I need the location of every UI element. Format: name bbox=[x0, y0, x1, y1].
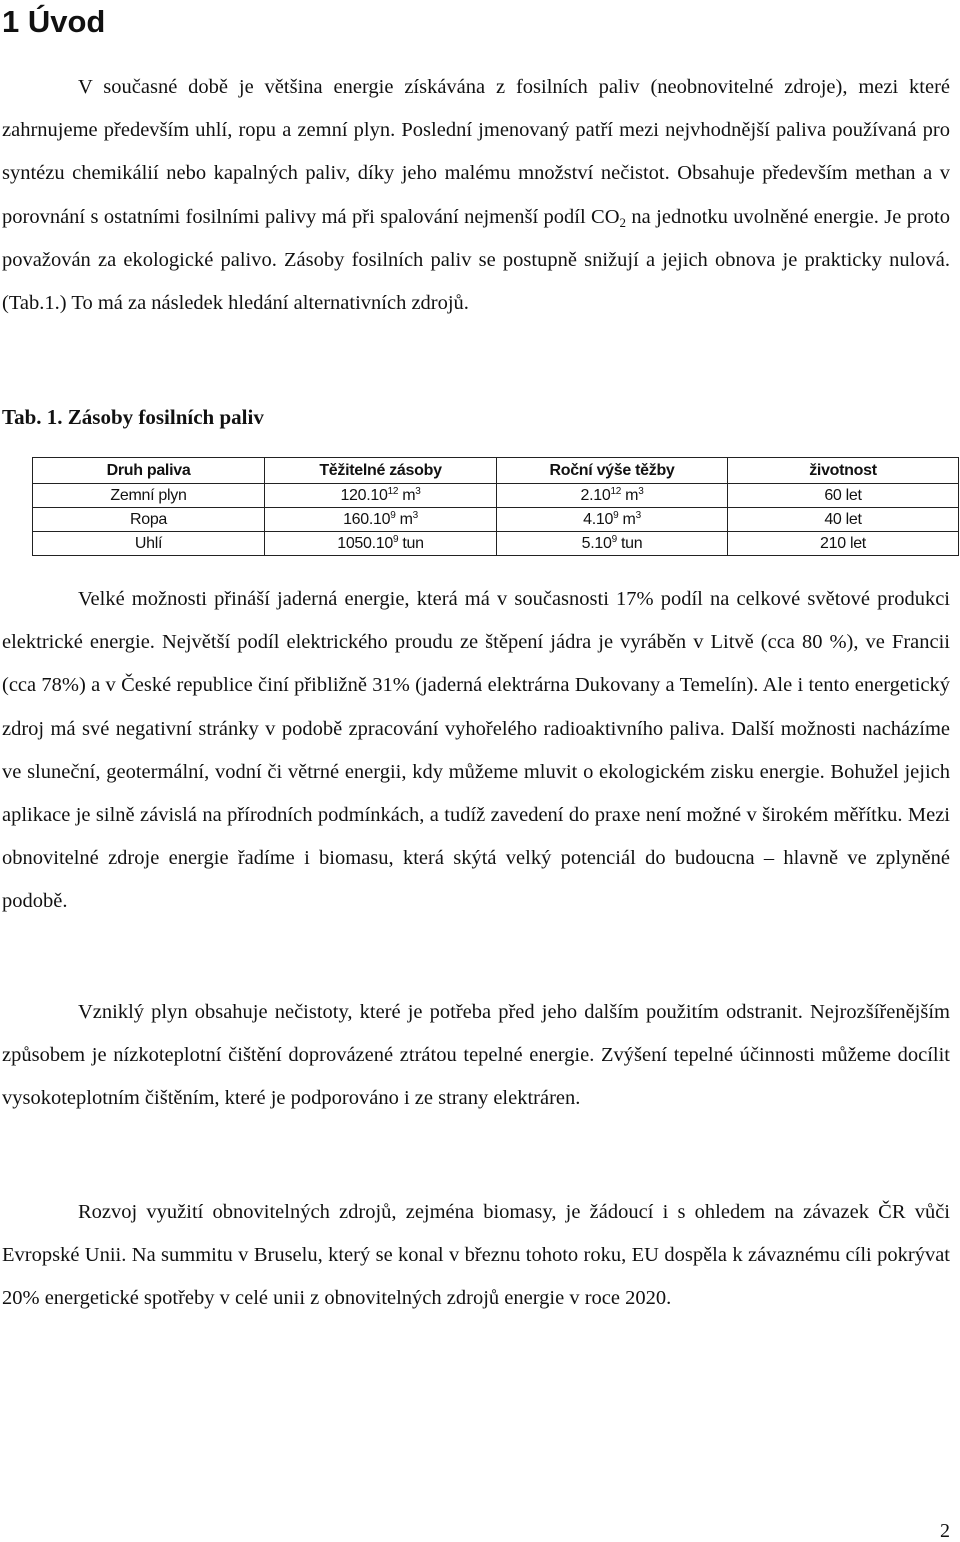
paragraph-gas-cleaning: Vzniklý plyn obsahuje nečistoty, které je potřeba před jeho dalším použitím odstranit. Nejrozšířenějším způsobem je nízkoteplotní čištění doprovázené ztrátou tepelné energie. Zvýšení tepelné účinnosti můžeme docílit vysokoteplotním čištěním, které je podporováno i ze strany elektráren. bbox=[2, 1001, 950, 1110]
table-row bbox=[33, 532, 959, 556]
header-lifetime: životnost bbox=[728, 458, 959, 484]
co2-subscript: 2 bbox=[619, 214, 627, 230]
page-number: 2 bbox=[940, 1520, 950, 1542]
section-heading: 1 Úvod bbox=[2, 4, 106, 39]
header-fuel-type: Druh paliva bbox=[33, 458, 265, 484]
header-recoverable-reserves: Těžitelné zásoby bbox=[265, 458, 497, 484]
cell-reserves: 120.10$^{12}$ $m^3$ bbox=[265, 484, 497, 508]
table-row bbox=[33, 484, 959, 508]
cell-reserves: 1050.10$^9$ tun bbox=[265, 532, 497, 556]
paragraph-intro-part-a: V současné době je většina energie získávána z fosilních paliv (neobnovitelné zdroje), mezi které zahrnujeme především uhlí, ropu a zemní plyn. Poslední jmenovaný patří mezi nejvhodnější paliva používaná pro syntézu chemikálií nebo kapalných paliv, díky jeho malému množství nečistot. Obsahuje především methan a v porovnání s ostatními fosilními palivy má při spalování nejmenší podíl CO bbox=[2, 76, 950, 228]
cell-fuel: Ropa bbox=[33, 508, 265, 532]
table-row bbox=[33, 508, 959, 532]
cell-lifetime: 60 let bbox=[728, 484, 959, 508]
paragraph-intro bbox=[2, 66, 950, 325]
paragraph-intro-part-b: na jednotku uvolněné energie. Je proto považován za ekologické palivo. Zásoby fosilních paliv se postupně snižují a jejich obnova je prakticky nulová. (Tab.1.) To má za následek hledání alternativních zdrojů. bbox=[2, 205, 950, 315]
table-header-row bbox=[33, 458, 959, 484]
cell-annual: 5.10$^9$ tun bbox=[497, 532, 728, 556]
header-annual-extraction: Roční výše těžby bbox=[497, 458, 728, 484]
cell-fuel: Uhlí bbox=[33, 532, 265, 556]
cell-lifetime: 40 let bbox=[728, 508, 959, 532]
cell-lifetime: 210 let bbox=[728, 532, 959, 556]
paragraph-nuclear: Velké možnosti přináší jaderná energie, která má v současnosti 17% podíl na celkové světové produkci elektrické energie. Největší podíl elektrického proudu ze štěpení jádra je vyráběn v Litvě (cca 80 %), ve Francii (cca 78%) a v České republice činí přibližně 31% (jaderná elektrárna Dukovany a Temelín). Ale i tento energetický zdroj má své negativní stránky v podobě zpracování vyhořelého radioaktivního paliva. Další možnosti nacházíme ve sluneční, geotermální, vodní či větrné energii, kdy můžeme mluvit o ekologickém zisku energie. Bohužel jejich aplikace je silně závislá na přírodních podmínkách, a tudíž zavedení do praxe není možné v širokém měřítku. Mezi obnovitelné zdroje energie řadíme i biomasu, která skýtá velký potenciál do budoucna – hlavně ve zplyněné podobě. bbox=[2, 588, 950, 913]
fossil-reserves-table bbox=[32, 457, 959, 556]
cell-reserves: 160.10$^9$ $m^3$ bbox=[265, 508, 497, 532]
table-caption: Tab. 1. Zásoby fosilních paliv bbox=[2, 405, 264, 429]
cell-fuel: Zemní plyn bbox=[33, 484, 265, 508]
cell-annual: 2.10$^{12}$ $m^3$ bbox=[497, 484, 728, 508]
paragraph-renewables: Rozvoj využití obnovitelných zdrojů, zejména biomasy, je žádoucí i s ohledem na závazek ČR vůči Evropské Unii. Na summitu v Bruselu, který se konal v březnu tohoto roku, EU dospěla k závaznému cíli pokrývat 20% energetické spotřeby v celé unii z obnovitelných zdrojů energie v roce 2020. bbox=[2, 1201, 950, 1310]
cell-annual: 4.10$^9$ $m^3$ bbox=[497, 508, 728, 532]
